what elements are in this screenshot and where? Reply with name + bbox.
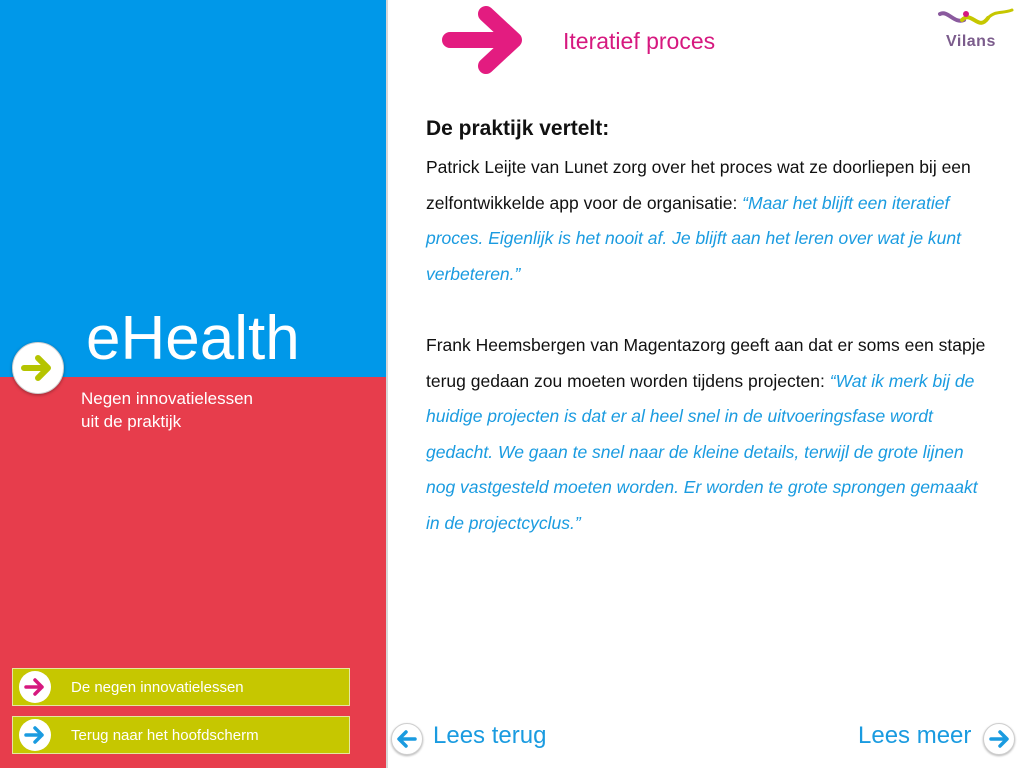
panel-divider: [386, 0, 388, 768]
app-subtitle: [81, 387, 321, 433]
main-content: [426, 114, 986, 541]
logo-text: Vilans: [946, 33, 996, 50]
next-arrow-icon: [983, 723, 1015, 755]
quote-heemsbergen: “Wat ik merk bij de huidige projecten is dat er al heel snel in de uitvoeringsfase wordt gedacht. We gaan te snel naar de kleine details, terwijl de grote lijnen nog vastgesteld moeten worden. Er worden te grote sprongen gemaakt in de projectcyclus.”: [426, 370, 978, 533]
back-arrow-icon: [391, 723, 423, 755]
lime-arrow-right-icon[interactable]: [12, 342, 64, 394]
paragraph-text: Patrick Leijte van Lunet zorg over het proces wat ze doorliepen bij een zelfontwikkelde app voor de organisatie:: [426, 157, 971, 213]
subtitle-line-1: Negen innovatielessen: [81, 389, 254, 408]
page-title: Iteratief proces: [563, 28, 716, 54]
paragraph-leijte: [426, 150, 986, 292]
nav-button-label: Terug naar het hoofdscherm: [71, 727, 259, 744]
blue-arrow-right-icon: [19, 719, 51, 751]
nav-button-hoofdscherm[interactable]: [12, 716, 350, 754]
next-link[interactable]: Lees meer: [858, 722, 972, 749]
section-heading: De praktijk vertelt:: [426, 117, 610, 140]
header-arrow-icon: [442, 4, 528, 81]
app-title: eHealth: [86, 304, 300, 373]
nav-button-innovatielessen[interactable]: [12, 668, 350, 706]
next-button[interactable]: [983, 723, 1015, 755]
nav-button-label: De negen innovatielessen: [71, 679, 244, 696]
subtitle-line-2: uit de praktijk: [81, 412, 182, 431]
pink-arrow-right-icon: [19, 671, 51, 703]
sidebar-red-panel: [0, 377, 386, 768]
back-link[interactable]: Lees terug: [433, 722, 547, 749]
paragraph-heemsbergen: [426, 328, 986, 541]
back-button[interactable]: [391, 723, 423, 755]
paragraph-text: Frank Heemsbergen van Magentazorg geeft aan dat er soms een stapje terug gedaan zou moeten worden tijdens projecten:: [426, 335, 986, 391]
quote-leijte: “Maar het blijft een iteratief proces. Eigenlijk is het nooit af. Je blijft aan het leren over wat je kunt verbeteren.”: [426, 192, 962, 284]
